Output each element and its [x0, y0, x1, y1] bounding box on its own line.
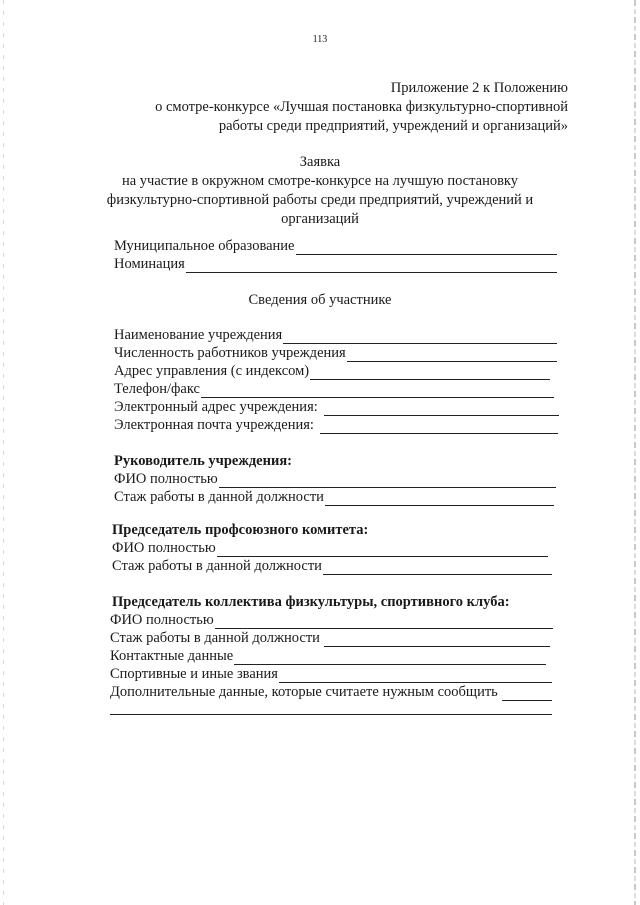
union-tenure-blank[interactable] [323, 561, 552, 575]
nomination-blank[interactable] [186, 259, 557, 273]
union-tenure-label: Стаж работы в данной должности [112, 558, 322, 574]
email-field [114, 417, 558, 434]
club-contacts-field [110, 648, 546, 665]
club-tenure-blank[interactable] [324, 633, 550, 647]
club-tenure-label: Стаж работы в данной должности [110, 630, 320, 646]
email-label: Электронная почта учреждения: [114, 417, 314, 433]
address-field [114, 363, 550, 380]
union-heading: Председатель профсоюзного комитета: [112, 522, 369, 538]
appendix-line-1: Приложение 2 к Положению [390, 80, 568, 96]
staff-count-field [114, 345, 557, 362]
municipality-blank[interactable] [296, 241, 558, 255]
application-line-1: на участие в окружном смотре-конкурсе на лучшую постановку [121, 173, 519, 189]
application-title: Заявка [299, 154, 341, 170]
address-blank[interactable] [310, 366, 550, 380]
scan-edge-left [3, 0, 4, 905]
phone-field [114, 381, 554, 398]
web-address-field [114, 399, 559, 416]
phone-blank[interactable] [201, 384, 554, 398]
club-contacts-blank[interactable] [234, 651, 546, 665]
email-blank[interactable] [320, 420, 558, 434]
participant-heading: Сведения об участнике [248, 292, 392, 308]
club-titles-field [110, 666, 552, 683]
club-tenure-field [110, 630, 550, 647]
union-fio-label: ФИО полностью [112, 540, 216, 556]
phone-label: Телефон/факс [114, 381, 200, 397]
head-fio-blank[interactable] [219, 474, 556, 488]
address-label: Адрес управления (с индексом) [114, 363, 310, 379]
club-extra-continuation-line[interactable] [110, 714, 552, 715]
org-name-label: Наименование учреждения [114, 327, 283, 343]
union-tenure-field [112, 558, 552, 575]
head-tenure-field [114, 489, 554, 506]
application-line-2: физкультурно-спортивной работы среди предприятий, учреждений и [106, 192, 534, 208]
org-name-blank[interactable] [283, 330, 557, 344]
club-fio-label: ФИО полностью [110, 612, 214, 628]
club-contacts-label: Контактные данные [110, 648, 234, 664]
union-fio-blank[interactable] [217, 543, 548, 557]
head-tenure-label: Стаж работы в данной должности [114, 489, 324, 505]
club-fio-field [110, 612, 553, 629]
club-extra-blank[interactable] [502, 687, 552, 701]
staff-count-label: Численность работников учреждения [114, 345, 346, 361]
municipality-label: Муниципальное образование [114, 238, 295, 254]
club-fio-blank[interactable] [215, 615, 553, 629]
staff-count-blank[interactable] [347, 348, 557, 362]
club-heading: Председатель коллектива физкультуры, спортивного клуба: [112, 594, 510, 610]
club-extra-label: Дополнительные данные, которые считаете нужным сообщить [110, 684, 498, 700]
nomination-field [114, 256, 557, 273]
web-address-blank[interactable] [324, 402, 559, 416]
head-fio-label: ФИО полностью [114, 471, 218, 487]
head-heading: Руководитель учреждения: [114, 453, 292, 469]
appendix-line-3: работы среди предприятий, учреждений и организаций» [218, 118, 568, 134]
municipality-field [114, 238, 557, 255]
org-name-field [114, 327, 557, 344]
union-fio-field [112, 540, 548, 557]
web-address-label: Электронный адрес учреждения: [114, 399, 318, 415]
club-titles-blank[interactable] [279, 669, 552, 683]
application-line-3: организаций [281, 211, 359, 227]
nomination-label: Номинация [114, 256, 185, 272]
appendix-line-2: о смотре-конкурсе «Лучшая постановка физкультурно-спортивной [155, 99, 568, 115]
club-titles-label: Спортивные и иные звания [110, 666, 278, 682]
page-number: 113 [312, 34, 328, 45]
head-fio-field [114, 471, 556, 488]
scan-edge-right [634, 0, 636, 905]
head-tenure-blank[interactable] [325, 492, 554, 506]
club-extra-field [110, 684, 552, 701]
